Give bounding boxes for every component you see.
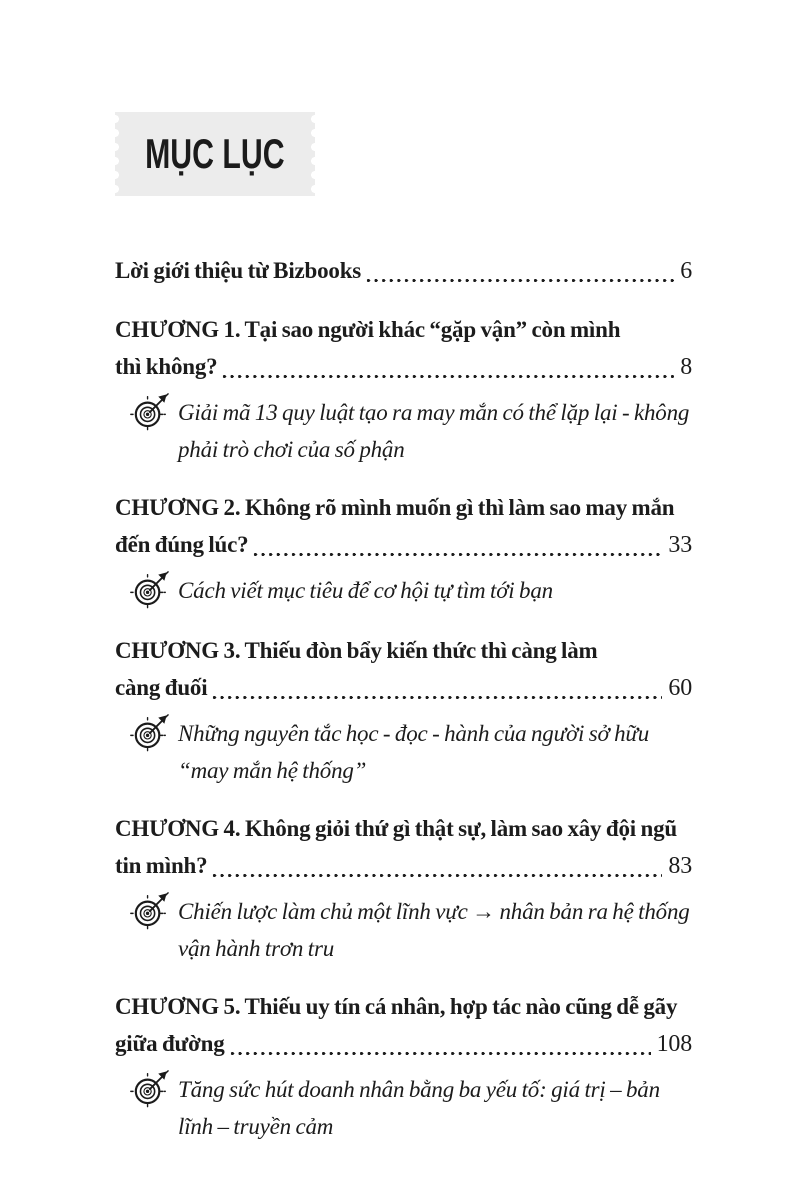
page-number: 8	[680, 354, 692, 380]
chapter-title-line: thì không?	[115, 354, 218, 379]
toc-entry-intro	[115, 252, 692, 290]
chapter-title	[115, 988, 692, 1063]
chapter-title-line: CHƯƠNG 2. Không rõ mình muốn gì thì làm sao may mắn	[115, 495, 675, 520]
chapter-title	[115, 311, 692, 386]
chapter-summary	[115, 394, 692, 468]
toc-entry-chapter-4	[115, 810, 692, 967]
chapter-title-line: giữa đường	[115, 1031, 225, 1056]
summary-line: vận hành trơn tru	[178, 936, 335, 961]
chapter-summary	[115, 572, 692, 611]
toc-entry-chapter-1	[115, 311, 692, 468]
leader-row	[115, 348, 692, 386]
leader-row	[115, 847, 692, 885]
chapter-summary-text	[178, 1071, 660, 1145]
dartboard-icon	[128, 891, 169, 932]
leader-row	[115, 669, 692, 707]
chapter-summary-text	[178, 893, 690, 967]
leader-row	[115, 252, 692, 290]
chapter-summary-text	[178, 715, 649, 789]
dotted-leader	[366, 278, 674, 283]
summary-line: phải trò chơi của số phận	[178, 437, 405, 462]
intro-title: Lời giới thiệu từ Bizbooks	[115, 258, 362, 283]
chapter-title-line: CHƯƠNG 3. Thiếu đòn bẩy kiến thức thì càng làm	[115, 638, 598, 663]
summary-line: Cách viết mục tiêu để cơ hội tự tìm tới bạn	[178, 578, 553, 603]
page-title: MỤC LỤC	[145, 130, 285, 177]
summary-line: “may mắn hệ thống”	[178, 758, 367, 783]
chapter-title-line: tin mình?	[115, 853, 208, 878]
dotted-leader	[222, 374, 674, 379]
summary-line: Tăng sức hút doanh nhân bằng ba yếu tố: giá trị – bản	[178, 1077, 660, 1102]
page-number: 108	[656, 1031, 692, 1057]
chapter-title	[115, 810, 692, 885]
chapter-summary	[115, 893, 692, 967]
page-number: 83	[668, 853, 692, 879]
toc-entry-chapter-3	[115, 632, 692, 789]
summary-line: lĩnh – truyền cảm	[178, 1114, 334, 1139]
page-number: 33	[668, 532, 692, 558]
chapter-title	[115, 632, 692, 707]
chapter-summary	[115, 1071, 692, 1145]
chapter-title	[115, 489, 692, 564]
dartboard-icon	[128, 713, 169, 754]
dotted-leader	[253, 552, 662, 557]
dartboard-icon	[128, 570, 169, 611]
toc-entry-chapter-5	[115, 988, 692, 1145]
toc-entry-chapter-2	[115, 489, 692, 611]
chapter-title-line: CHƯƠNG 5. Thiếu uy tín cá nhân, hợp tác nào cũng dễ gãy	[115, 994, 678, 1019]
leader-row	[115, 526, 692, 564]
dartboard-icon	[128, 1069, 169, 1110]
chapter-title-line: CHƯƠNG 1. Tại sao người khác “gặp vận” còn mình	[115, 317, 621, 342]
dotted-leader	[212, 695, 662, 700]
chapter-summary-text	[178, 394, 689, 468]
dotted-leader	[230, 1051, 651, 1056]
chapter-title-line: càng đuối	[115, 675, 208, 700]
chapter-title-line: CHƯƠNG 4. Không giỏi thứ gì thật sự, làm sao xây đội ngũ	[115, 816, 678, 841]
summary-line: Giải mã 13 quy luật tạo ra may mắn có thể lặp lại - không	[178, 400, 690, 425]
chapter-title-line: đến đúng lúc?	[115, 532, 249, 557]
page-number: 6	[680, 258, 692, 284]
dartboard-icon	[128, 392, 169, 433]
leader-row	[115, 1025, 692, 1063]
summary-line: Chiến lược làm chủ một lĩnh vực → nhân bản ra hệ thống	[178, 899, 690, 924]
summary-line: Những nguyên tắc học - đọc - hành của người sở hữu	[178, 721, 650, 746]
chapter-summary	[115, 715, 692, 789]
chapter-summary-text	[178, 572, 553, 609]
dotted-leader	[212, 873, 662, 878]
page-number: 60	[668, 675, 692, 701]
section-ribbon	[115, 112, 315, 196]
